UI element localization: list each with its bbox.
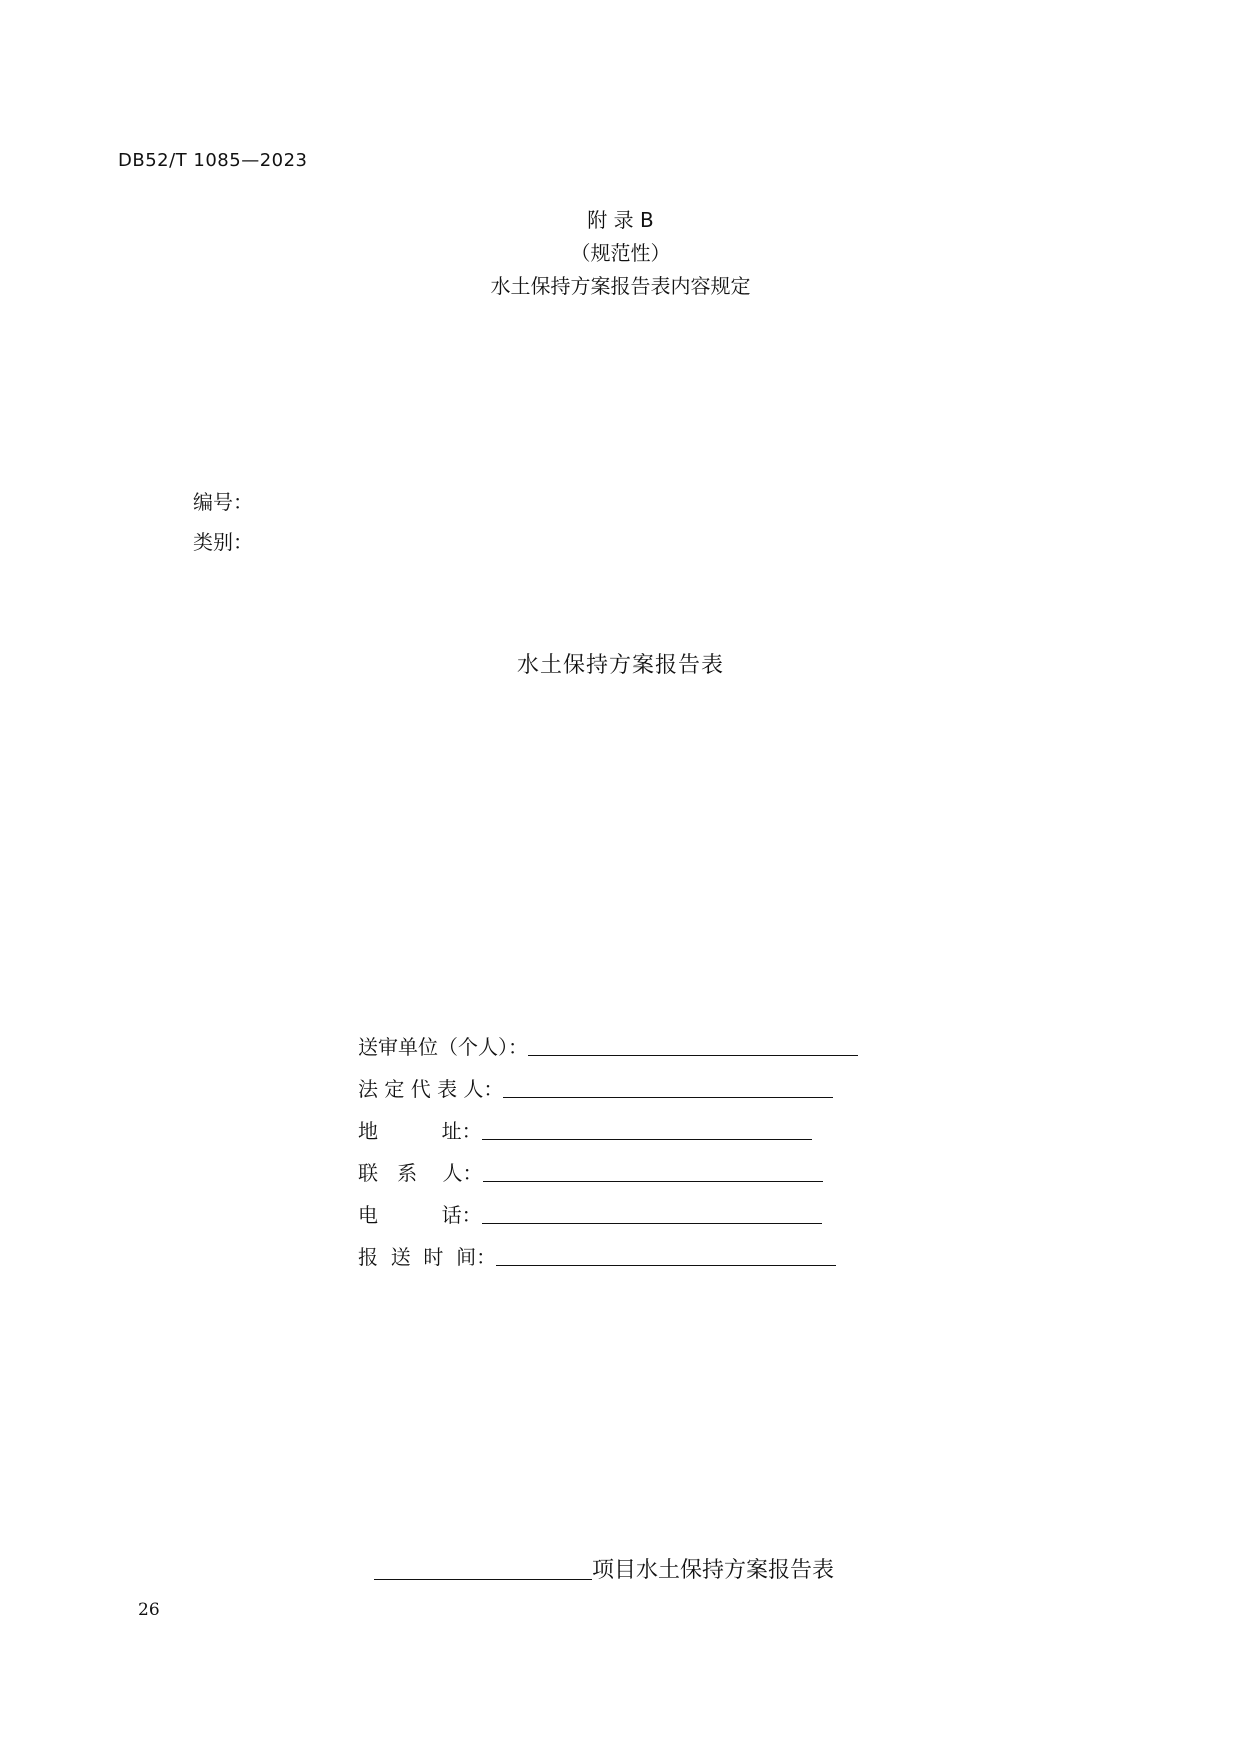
category-label: 类别：: [193, 530, 253, 554]
address-field: [358, 1114, 812, 1144]
phone-label: 电 话：: [358, 1203, 482, 1227]
submitter-blank: [528, 1055, 858, 1056]
phone-field: [358, 1198, 822, 1228]
number-label: 编号：: [193, 490, 253, 514]
submitter-field: [358, 1030, 858, 1060]
submit-time-label: 报 送 时 间：: [358, 1245, 497, 1269]
appendix-title: 附 录 B: [587, 208, 654, 232]
submit-time-blank: [496, 1265, 836, 1266]
legal-rep-label: 法 定 代 表 人：: [358, 1077, 504, 1101]
project-title-suffix: 项目水土保持方案报告表: [592, 1558, 835, 1583]
legal-rep-field: [358, 1072, 833, 1102]
standard-code: DB52/T 1085—2023: [118, 150, 308, 171]
contact-label: 联 系 人：: [358, 1161, 483, 1185]
project-title: [374, 1553, 834, 1584]
phone-blank: [482, 1223, 822, 1224]
appendix-nature: （规范性）: [570, 241, 671, 265]
submit-time-field: [358, 1240, 836, 1270]
project-name-blank: [374, 1579, 592, 1580]
form-title: 水土保持方案报告表: [516, 653, 724, 678]
address-blank: [482, 1139, 812, 1140]
contact-blank: [483, 1181, 823, 1182]
submitter-label: 送审单位（个人）：: [358, 1035, 528, 1059]
appendix-subject: 水土保持方案报告表内容规定: [490, 274, 751, 298]
contact-field: [358, 1156, 823, 1186]
legal-rep-blank: [503, 1097, 833, 1098]
address-label: 地 址：: [358, 1119, 482, 1143]
page-number: 26: [138, 1600, 160, 1620]
